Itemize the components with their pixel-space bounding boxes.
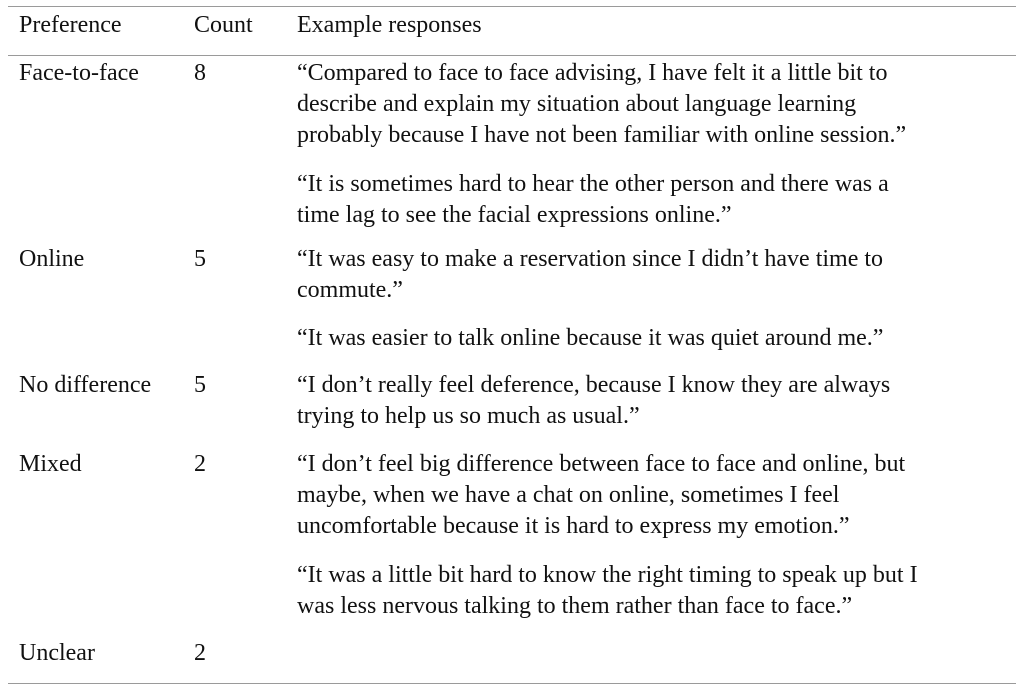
- response-line: “It was easy to make a reservation since I didn’t have time to: [297, 246, 884, 272]
- row-face-to-face-count: 8: [194, 60, 206, 86]
- row-no-difference-count: 5: [194, 372, 206, 398]
- response-line: probably because I have not been familiar with online session.”: [297, 122, 907, 148]
- row-online-count: 5: [194, 246, 206, 272]
- header-rule: [8, 55, 1016, 56]
- row-unclear-preference: Unclear: [19, 640, 95, 666]
- response-line: describe and explain my situation about language learning: [297, 91, 857, 117]
- row-mixed-response-1: [297, 449, 905, 542]
- response-line: “Compared to face to face advising, I have felt it a little bit to: [297, 60, 888, 86]
- response-line: “It is sometimes hard to hear the other person and there was a: [297, 171, 889, 197]
- response-line: trying to help us so much as usual.”: [297, 403, 640, 429]
- response-line: “I don’t feel big difference between face to face and online, but: [297, 451, 906, 477]
- bottom-rule: [8, 683, 1016, 684]
- row-no-difference-response-1: [297, 370, 890, 432]
- row-mixed-response-2: [297, 560, 918, 622]
- row-face-to-face-preference: Face-to-face: [19, 60, 139, 86]
- row-no-difference-preference: No difference: [19, 372, 152, 398]
- header-example-responses: Example responses: [297, 12, 482, 38]
- response-line: time lag to see the facial expressions online.”: [297, 202, 732, 228]
- response-line: maybe, when we have a chat on online, sometimes I feel: [297, 482, 840, 508]
- row-mixed-preference: Mixed: [19, 451, 82, 477]
- row-mixed-count: 2: [194, 451, 206, 477]
- row-online-response-1: [297, 244, 883, 306]
- response-line: was less nervous talking to them rather than face to face.”: [297, 593, 853, 619]
- top-rule: [8, 6, 1016, 7]
- row-online-preference: Online: [19, 246, 85, 272]
- row-face-to-face-response-1: [297, 58, 906, 151]
- response-line: “I don’t really feel deference, because I know they are always: [297, 372, 891, 398]
- header-preference: Preference: [19, 12, 122, 38]
- row-unclear-count: 2: [194, 640, 206, 666]
- response-line: “It was easier to talk online because it was quiet around me.”: [297, 325, 884, 351]
- response-line: commute.”: [297, 277, 403, 303]
- response-line: uncomfortable because it is hard to express my emotion.”: [297, 513, 850, 539]
- header-count: Count: [194, 12, 253, 38]
- response-line: “It was a little bit hard to know the right timing to speak up but I: [297, 562, 918, 588]
- row-online-response-2: [297, 323, 883, 354]
- row-face-to-face-response-2: [297, 169, 889, 231]
